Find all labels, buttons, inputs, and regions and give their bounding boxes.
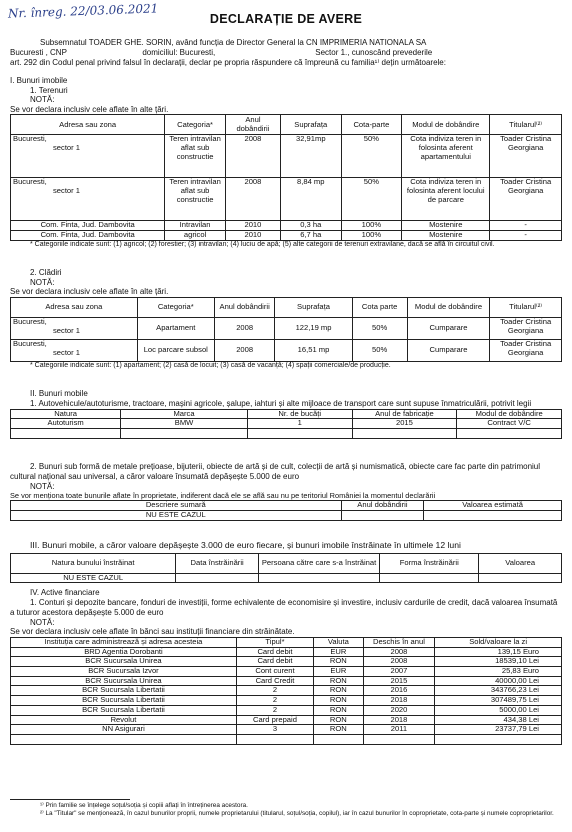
institution-cell: BRD Agentia Dorobanti (11, 647, 237, 657)
table-row (11, 573, 562, 583)
col-header: Anul dobândirii (214, 297, 275, 317)
address-cell: Com. Finta, Jud. Dambovita (11, 221, 165, 231)
col-header: Anul dobândirii (225, 115, 280, 135)
subsection-heading: 2. Clădiri (30, 268, 62, 277)
institution-cell: BCR Sucursala Unirea (11, 676, 237, 686)
year-cell: 2007 (363, 666, 435, 676)
mode-cell: Cota indiviza teren in folosinta aferent apartamentului (402, 135, 490, 178)
type-cell: 2 (236, 705, 313, 715)
year-cell: 2016 (363, 686, 435, 696)
year-cell: 2015 (363, 676, 435, 686)
institution-cell: BCR Sucursala Izvor (11, 666, 237, 676)
balance-cell: 40000,00 Lei (435, 676, 562, 686)
owner-cell: - (490, 231, 562, 241)
type-cell: 2 (236, 686, 313, 696)
col-header: Categoria* (165, 115, 226, 135)
table-row (11, 686, 562, 696)
institution-cell: BCR Sucursala Libertatii (11, 705, 237, 715)
currency-cell: RON (314, 657, 364, 667)
address-cell: Bucuresti, sector 1 (11, 135, 165, 178)
alienated-table (10, 553, 562, 584)
table-header-row (11, 115, 562, 135)
table-row (11, 705, 562, 715)
section-heading: II. Bunuri mobile (30, 389, 88, 398)
table-row (11, 676, 562, 686)
mode-cell: Mostenire (402, 231, 490, 241)
institution-cell: NN Asigurari (11, 725, 237, 735)
area-cell: 0,3 ha (280, 221, 341, 231)
share-cell: 50% (341, 178, 402, 221)
currency-cell: RON (314, 676, 364, 686)
table-row (11, 696, 562, 706)
table-row (11, 317, 562, 339)
registration-number: Nr. înreg. 22/03.06.2021 (7, 1, 159, 21)
address-cell: Bucuresti, sector 1 (11, 178, 165, 221)
currency-cell: RON (314, 686, 364, 696)
table-row (11, 666, 562, 676)
area-cell: 32,91mp (280, 135, 341, 178)
note-label: NOTĂ: (30, 277, 55, 287)
balance-cell: 139,15 Euro (435, 647, 562, 657)
currency-cell: EUR (314, 647, 364, 657)
balance-cell: 343766,23 Lei (435, 686, 562, 696)
land-table (10, 114, 562, 240)
col-header: Adresa sau zona (11, 297, 138, 317)
footnote-divider (10, 799, 130, 800)
table-header-row (11, 553, 562, 573)
subsection-heading: 1. Autovehicule/autoturisme, tractoare, mașini agricole, șalupe, iahturi și alte mijloace de transport care sunt supuse înmatriculării, potrivit legii (30, 398, 532, 408)
col-header: Deschis în anul (363, 637, 435, 647)
year-cell: 2008 (214, 317, 275, 339)
brand-cell: BMW (121, 419, 248, 429)
financial-table (10, 637, 562, 745)
col-header: Data înstrăinării (176, 553, 259, 573)
year-cell: 2008 (225, 135, 280, 178)
intro-line-2: Bucuresti , CNP domiciliul: Bucuresti, Sector 1., cunoscând prevederile (10, 48, 433, 57)
year-cell: 2011 (363, 725, 435, 735)
intro-paragraph (10, 38, 562, 68)
section-financial (10, 588, 562, 745)
section-vehicles (10, 389, 562, 439)
mode-cell: Contract V/C (457, 419, 562, 429)
balance-cell: 5000,00 Lei (435, 705, 562, 715)
col-header: Valoarea estimată (424, 501, 562, 511)
col-header: Adresa sau zona (11, 115, 165, 135)
institution-cell: Revolut (11, 715, 237, 725)
table-row (11, 231, 562, 241)
share-cell: 100% (341, 221, 402, 231)
owner-cell: Toader Cristina Georgiana (490, 339, 562, 361)
year-cell: 2010 (225, 221, 280, 231)
table-row-empty (11, 734, 562, 744)
note-text: Se vor declara inclusiv cele aflate în alte țări. (10, 287, 169, 297)
table-row (11, 419, 562, 429)
col-header: Cota-parte (341, 115, 402, 135)
section-valuables (10, 462, 562, 521)
section-land (10, 76, 562, 249)
category-cell: Teren intravilan aflat sub constructie (165, 135, 226, 178)
note-text: Se vor menționa toate bunurile aflate în proprietate, indiferent dacă ele se află sau nu pe teritoriul României la momentul declarării (10, 490, 436, 500)
mode-cell: Cumparare (407, 317, 490, 339)
col-header: Natura (11, 409, 121, 419)
year-cell: 2010 (225, 231, 280, 241)
col-header: Anul dobândirii (341, 501, 424, 511)
table-header-row (11, 501, 562, 511)
address-cell: Com. Finta, Jud. Dambovita (11, 231, 165, 241)
currency-cell: RON (314, 705, 364, 715)
footnote-2: ²⁾ La "Titular" se menționează, în cazul bunurilor proprii, numele proprietarului (titularul, soțul/soția, copilul), iar în cazul bunurilor în coproprietate, cota-parte și numele coproprietarilor. (40, 809, 554, 817)
col-header: Valuta (314, 637, 364, 647)
type-cell: Card debit (236, 657, 313, 667)
institution-cell: BCR Sucursala Unirea (11, 657, 237, 667)
subsection-heading: 2. Bunuri sub formă de metale prețioase, bijuterii, obiecte de artă și de cult, colecții de artă și numismatică, obiecte care fac parte din patrimoniul cultural național sau universal, a căror valoare însumată depășește 5.000 de euro (10, 462, 541, 481)
institution-cell: BCR Sucursala Libertatii (11, 696, 237, 706)
area-cell: 6,7 ha (280, 231, 341, 241)
type-cell: Cont curent (236, 666, 313, 676)
footnote-1: ¹⁾ Prin familie se înțelege soțul/soția și copiii aflați în întreținerea acestora. (40, 802, 248, 809)
currency-cell: RON (314, 725, 364, 735)
table-row (11, 647, 562, 657)
col-header: Suprafața (280, 115, 341, 135)
col-header: Tipul* (236, 637, 313, 647)
category-cell: Teren intravilan aflat sub constructie (165, 178, 226, 221)
share-cell: 50% (352, 339, 407, 361)
col-header: Marca (121, 409, 248, 419)
year-cell: 2008 (225, 178, 280, 221)
value-cell: NU ESTE CAZUL (11, 511, 342, 521)
note-label: NOTĂ: (30, 617, 55, 627)
balance-cell: 25,83 Euro (435, 666, 562, 676)
balance-cell: 18539,10 Lei (435, 657, 562, 667)
table-footnote: * Categoriile indicate sunt: (1) agricol; (2) forestier; (3) intravilan; (4) luciu de apă; (5) alte categorii de terenuri extravilane, dacă se află în circuitul civil. (30, 240, 495, 248)
owner-cell: Toader Cristina Georgiana (490, 135, 562, 178)
valuables-table (10, 500, 562, 520)
area-cell: 122,19 mp (275, 317, 352, 339)
col-header: Persoana către care s-a înstrăinat (258, 553, 379, 573)
subsection-heading: 1. Conturi și depozite bancare, fonduri de investiții, forme echivalente de economisire și investire, inclusiv cardurile de credit, dacă valoarea însumată a tuturor acestora depășește 5.000 de euro (10, 597, 558, 617)
col-header: Valoarea (479, 553, 562, 573)
col-header: Suprafața (275, 297, 352, 317)
year-cell: 2018 (363, 696, 435, 706)
col-header: Natura bunului înstrăinat (11, 553, 176, 573)
table-row (11, 221, 562, 231)
col-header: Nr. de bucăți (247, 409, 352, 419)
year-cell: 2008 (363, 657, 435, 667)
subsection-heading: 1. Terenuri (30, 85, 68, 95)
balance-cell: 434,38 Lei (435, 715, 562, 725)
year-cell: 2020 (363, 705, 435, 715)
col-header: Sold/valoare la zi (435, 637, 562, 647)
table-row (11, 339, 562, 361)
note-text: Se vor declara inclusiv cele aflate în bănci sau instituții financiare din străinătate. (10, 627, 295, 637)
type-cell: Card debit (236, 647, 313, 657)
note-label: NOTĂ: (30, 95, 55, 105)
col-header: Cota parte (352, 297, 407, 317)
section-heading: I. Bunuri imobile (10, 76, 68, 85)
share-cell: 50% (341, 135, 402, 178)
nature-cell: Autoturism (11, 419, 121, 429)
buildings-table (10, 297, 562, 362)
share-cell: 50% (352, 317, 407, 339)
col-header: Categoria* (137, 297, 214, 317)
type-cell: Card prepaid (236, 715, 313, 725)
year-cell: 2008 (363, 647, 435, 657)
col-header: Modul de dobândire (457, 409, 562, 419)
page-title: DECLARAȚIE DE AVERE (209, 12, 363, 26)
owner-cell: Toader Cristina Georgiana (490, 178, 562, 221)
mode-cell: Cota indiviza teren in folosinta aferent locului de parcare (402, 178, 490, 221)
currency-cell: EUR (314, 666, 364, 676)
table-row (11, 715, 562, 725)
type-cell: Card Credit (236, 676, 313, 686)
col-header: Modul de dobândire (407, 297, 490, 317)
mode-cell: Cumparare (407, 339, 490, 361)
owner-cell: Toader Cristina Georgiana (490, 317, 562, 339)
value-cell: NU ESTE CAZUL (11, 573, 176, 583)
intro-line-3: art. 292 din Codul penal privind falsul în declarații, declar pe propria răspundere că împreună cu familia¹⁾ dețin următoarele: (10, 58, 446, 67)
col-header: Instituția care administrează și adresa acesteia (11, 637, 237, 647)
col-header: Titularul⁽²⁾ (490, 115, 562, 135)
address-cell: Bucuresti, sector 1 (11, 339, 138, 361)
table-header-row (11, 409, 562, 419)
table-row-empty (11, 429, 562, 439)
vehicles-table (10, 409, 562, 439)
section-alienated (10, 540, 562, 583)
section-heading: III. Bunuri mobile, a căror valoare depășește 3.000 de euro fiecare, și bunuri imobile înstrăinate în ultimele 12 luni (30, 540, 461, 550)
note-label: NOTĂ: (30, 482, 55, 491)
intro-line-1: Subsemnatul TOADER GHE. SORIN, având funcția de Director General la CN IMPRIMERIA NATIONALA SA (40, 38, 427, 47)
table-row (11, 725, 562, 735)
mode-cell: Mostenire (402, 221, 490, 231)
table-row (11, 657, 562, 667)
area-cell: 16,51 mp (275, 339, 352, 361)
currency-cell: RON (314, 715, 364, 725)
category-cell: agricol (165, 231, 226, 241)
col-header: Modul de dobândire (402, 115, 490, 135)
section-buildings (10, 268, 562, 370)
year-cell: 2015 (352, 419, 457, 429)
owner-cell: - (490, 221, 562, 231)
table-header-row (11, 637, 562, 647)
table-row (11, 511, 562, 521)
table-header-row (11, 297, 562, 317)
year-cell: 2018 (363, 715, 435, 725)
table-row (11, 178, 562, 221)
balance-cell: 307489,75 Lei (435, 696, 562, 706)
table-row (11, 135, 562, 178)
institution-cell: BCR Sucursala Libertatii (11, 686, 237, 696)
category-cell: Loc parcare subsol (137, 339, 214, 361)
count-cell: 1 (247, 419, 352, 429)
page-footnotes (10, 802, 562, 817)
col-header: Forma înstrăinării (380, 553, 479, 573)
col-header: Titularul⁽²⁾ (490, 297, 562, 317)
note-text: Se vor declara inclusiv cele aflate în alte țări. (10, 104, 169, 114)
currency-cell: RON (314, 696, 364, 706)
balance-cell: 23737,79 Lei (435, 725, 562, 735)
col-header: Anul de fabricație (352, 409, 457, 419)
section-heading: IV. Active financiare (30, 588, 100, 597)
area-cell: 8,84 mp (280, 178, 341, 221)
address-cell: Bucuresti, sector 1 (11, 317, 138, 339)
type-cell: 2 (236, 696, 313, 706)
col-header: Descriere sumară (11, 501, 342, 511)
type-cell: 3 (236, 725, 313, 735)
category-cell: Intravilan (165, 221, 226, 231)
year-cell: 2008 (214, 339, 275, 361)
category-cell: Apartament (137, 317, 214, 339)
table-footnote: * Categoriile indicate sunt: (1) apartament; (2) casă de locuit; (3) casă de vacanță; (4) spații comerciale/de producție. (30, 361, 391, 369)
share-cell: 100% (341, 231, 402, 241)
